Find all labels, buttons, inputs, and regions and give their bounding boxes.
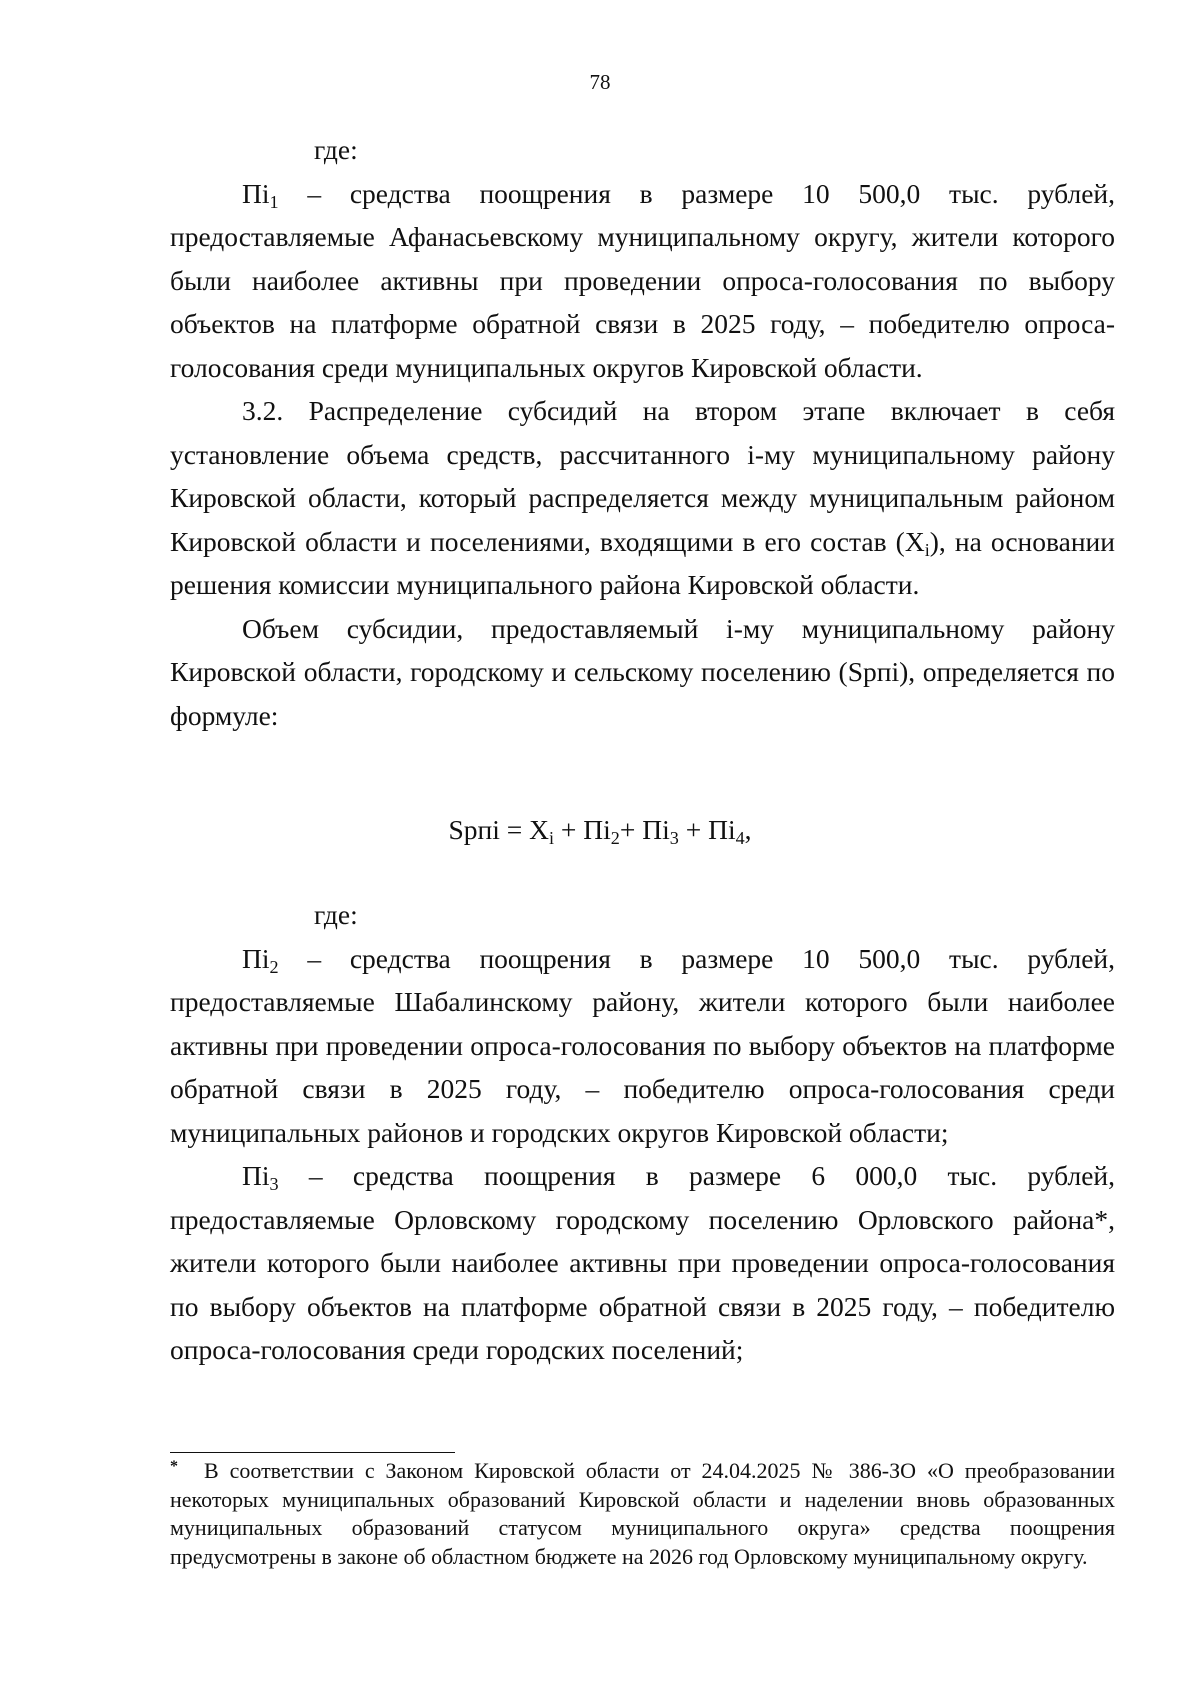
subscript: i [548,828,555,849]
formula-part: Spпі = X [448,814,549,845]
symbol-pi: Пі [242,1160,270,1191]
paragraph-3-2 [170,389,1115,607]
where-label: где: [314,134,358,165]
subscript: 3 [269,1174,279,1195]
formula-part: + Пі [619,814,670,845]
paragraph-text: – средства поощрения в размере 10 500,0 тыс. рублей, предоставляемые Афанасьевскому муниципальному округу, жители которого были наиболее активны при проведении опроса-голосования по выбору объектов на платформе обратной связи в 2025 году, – победителю опроса-голосования среди муниципальных округов Кировской области. [170,177,1115,383]
main-text-block-2 [170,893,1115,1372]
paragraph-text: – средства поощрения в размере 6 000,0 тыс. рублей, предоставляемые Орловскому городскому поселению Орловского района*, жители которого были наиболее активны при проведении опроса-голосования по выбору объектов на платформе обратной связи в 2025 году, – победителю опроса-голосования среди городских поселений; [170,1160,1115,1365]
formula-part: + Пі [678,814,736,845]
page-number: 78 [589,70,611,94]
formula-part: , [744,814,752,845]
paragraph-text: 3.2. Распределение субсидий на втором этапе включает в себя установление объема средств, рассчитанного і-му муниципальному району Кировской области, который распределяется между муниципальным районом Кировской области и поселениями, входящими в его состав (X [170,395,1115,557]
subscript: i [924,539,930,560]
paragraph-text: ), на основании решения комиссии муниципального района Кировской области. [170,525,1115,600]
footnote-text: В соответствии с Законом Кировской области от 24.04.2025 № 386-ЗО «О преобразовании некоторых муниципальных образований Кировской области и наделении вновь образованных муниципальных образований статусом муниципального округа» средства поощрения предусмотрены в законе об областном бюджете на 2026 год Орловскому муниципальному округу. [170,1458,1115,1569]
subscript: 2 [610,828,620,849]
subscript: 1 [269,191,279,212]
subscript: 4 [735,828,745,849]
formula [0,810,1200,850]
symbol-pi: Пі [242,942,270,974]
footnote-mark: * [170,1458,178,1475]
subscript: 3 [669,828,679,849]
paragraph-pi2 [170,937,1115,1155]
paragraph-pi3 [170,1154,1115,1372]
subscript: 2 [269,956,279,977]
footnote [170,1457,1115,1571]
paragraph-subsidy-volume: Объем субсидии, предоставляемый і-му муниципальному району Кировской области, городскому и сельскому поселению (Spпі), определяется по формуле: [170,612,1115,731]
formula-part: + Пі [554,814,611,845]
paragraph-pi1 [170,172,1115,390]
footnote-separator [170,1452,455,1453]
main-text-block-1 [170,128,1115,737]
paragraph-text: – средства поощрения в размере 10 500,0 тыс. рублей, предоставляемые Шабалинскому району, жители которого были наиболее активны при проведении опроса-голосования по выбору объектов на платформе обратной связи в 2025 году, – победителю опроса-голосования среди муниципальных районов и городских округов Кировской области; [170,942,1115,1148]
symbol-pi: Пі [242,177,270,209]
where-label: где: [314,899,358,930]
